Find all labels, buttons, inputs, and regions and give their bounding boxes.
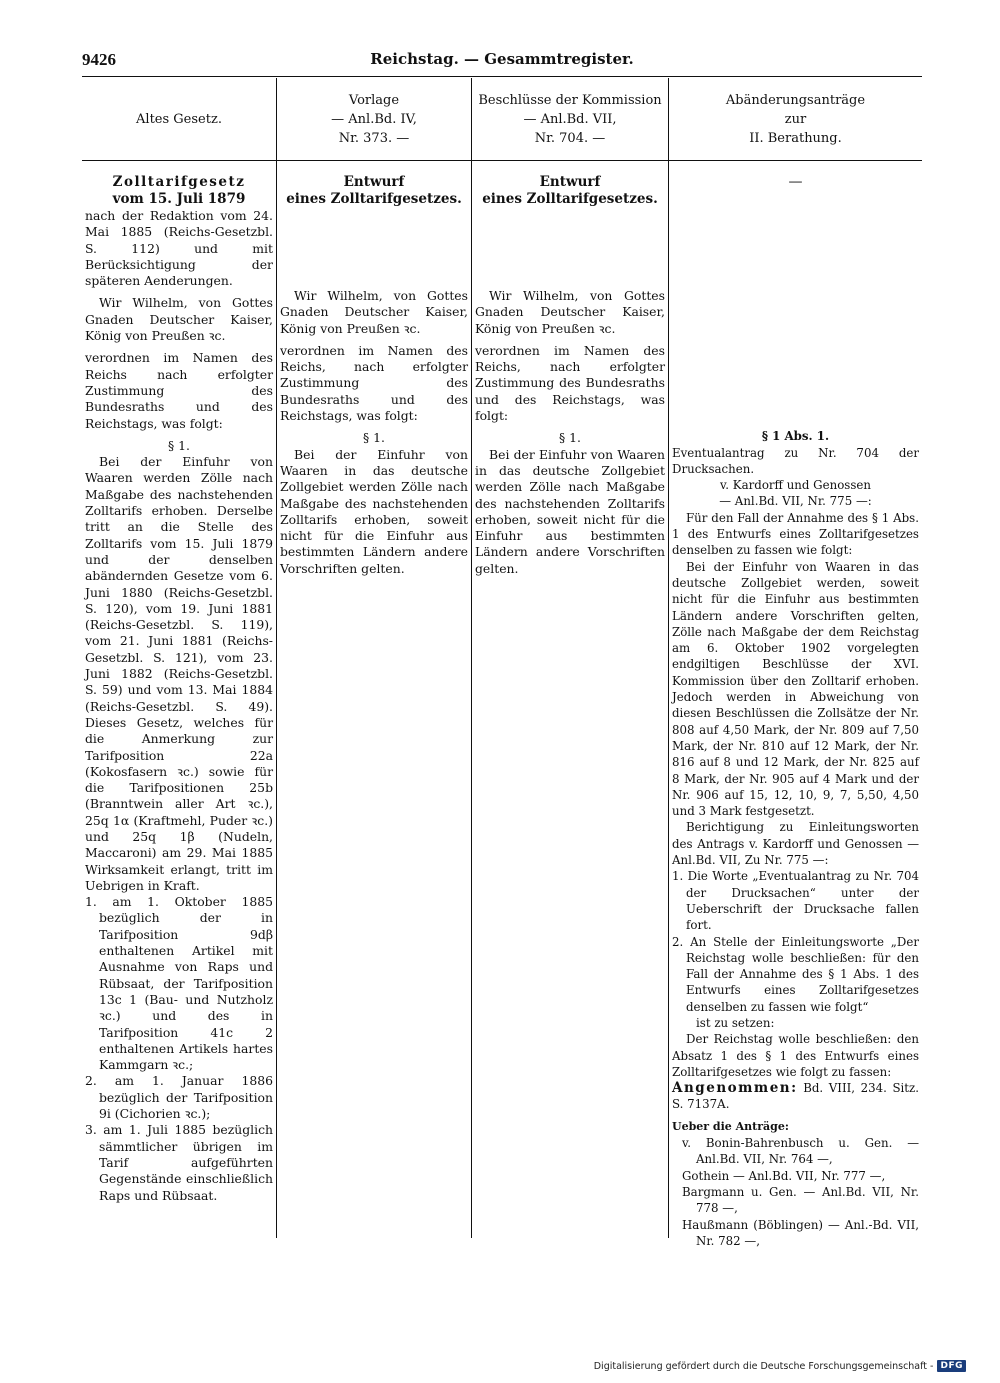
accepted-label: Angenommen: [672, 1080, 798, 1097]
amendment-reference: — Anl.Bd. VII, Nr. 775 —: [719, 494, 872, 509]
motion-item: Gothein — Anl.Bd. VII, Nr. 777 —, [682, 1168, 886, 1183]
footer [594, 1360, 966, 1372]
amendment-text: Bei der Einfuhr von Waaren in das deutsche Zollgebiet werden, soweit nicht für die Einfuhr aus bestimmten Ländern andere Vorschriften gelten, Zölle nach Maßgabe der dem Reichstag am 6. Oktober 1902 vorgelegten endgiltigen Beschlüsse der XVI. Kommission über den Zolltarif erhoben. Jedoch werden in Abweichung von diesen Beschlüssen die Zollsätze der Nr. 808 auf 4,50 Mark, der Nr. 809 auf 7,50 Mark, der Nr. 810 auf 12 Mark, der Nr. 816 auf 8 und 12 Mark, der Nr. 825 auf 8 Mark, der Nr. 905 auf 4 Mark und der Nr. 906 auf 15, 12, 10, 9, 7, 5,50, 4,50 und 3 Mark festgesetzt. [672, 559, 919, 819]
section-heading: § 1. [363, 430, 385, 446]
column-body [475, 174, 665, 577]
list-item: 1. Die Worte „Eventualantrag zu Nr. 704 der Drucksachen“ unter der Ueberschrift der Drucksache fallen fort. [672, 869, 919, 933]
draft-title-line: Entwurf [539, 174, 601, 190]
page-number: 9426 [82, 50, 116, 69]
column-commission [472, 78, 668, 1238]
motion-item: v. Bonin-Bahrenbusch u. Gen. — Anl.Bd. VII, Nr. 764 —, [682, 1136, 919, 1167]
column-head [472, 78, 668, 160]
columns-table [82, 78, 922, 1248]
motions-label: Ueber die Anträge: [672, 1119, 789, 1133]
list-item: 2. An Stelle der Einleitungsworte „Der Reichstag wolle beschließen: für den Fall der Annahme des § 1 Abs. 1 des Entwurfs eines Zolltarifgesetzes denselben zu fassen wie folgt“ [672, 934, 919, 1014]
preamble-ruler: Wir Wilhelm, von Gottes Gnaden Deutscher Kaiser, König von Preußen ꝛc. [475, 288, 665, 336]
draft-title [475, 174, 665, 208]
preamble-ruler: Wir Wilhelm, von Gottes Gnaden Deutscher Kaiser, König von Preußen ꝛc. [85, 295, 273, 344]
motion-item: Haußmann (Böblingen) — Anl.-Bd. VII, Nr. 782 —, [682, 1217, 919, 1248]
draft-title-line: eines Zolltarifgesetzes. [482, 191, 658, 207]
column-head-line: Altes Gesetz. [136, 111, 222, 127]
column-head-line: II. Berathung. [749, 130, 842, 146]
section-heading: § 1. [168, 437, 190, 453]
list-item: 3. am 1. Juli 1885 bezüglich sämmtlicher übrigen im Tarif aufgeführten Gegenstände einschließlich Raps und Rübsaat. [85, 1122, 273, 1203]
motion-item: Bargmann u. Gen. — Anl.Bd. VII, Nr. 778 —, [682, 1184, 919, 1216]
empty-dash: — [788, 174, 803, 190]
column-amendments [669, 78, 922, 1248]
preamble-enactment: verordnen im Namen des Reichs nach erfolgter Zustimmung des Bundesraths und des Reichstags, was folgt: [85, 350, 273, 431]
column-head-line: — Anl.Bd. VII, [523, 111, 617, 127]
footer-credit: Digitalisierung gefördert durch die Deutsche Forschungsgemeinschaft - [593, 1360, 934, 1372]
column-body [85, 174, 273, 1204]
section-heading: § 1 Abs. 1. [761, 429, 830, 444]
amendment-title: Eventualantrag zu Nr. 704 der Drucksachen. [672, 445, 919, 476]
section-body: Bei der Einfuhr von Waaren werden Zölle nach Maßgabe des nachstehenden Zolltarifs erhoben. Derselbe tritt an die Stelle des Zolltarifs vom 15. Juli 1879 und der denselben abändernden Gesetze vom 6. Juni 1880 (Reichs-Gesetzbl. S. 120), vom 19. Juni 1881 (Reichs-Gesetzbl. S. 119), vom 21. Juni 1881 (Reichs-Gesetzbl. S. 121), vom 23. Juni 1882 (Reichs-Gesetzbl. S. 59) und vom 13. Mai 1884 (Reichs-Gesetzbl. S. 49). Dieses Gesetz, welches für die Anmerkung zur Tarifposition 22a (Kokosfasern ꝛc.) sowie für die Tarifpositionen 25b (Branntwein aller Art ꝛc.), 25q 1α (Kraftmehl, Puder ꝛc.) und 25q 1β (Nudeln, Maccaroni) am 29. Mai 1885 Wirksamkeit erlangt, tritt im Uebrigen in Kraft. [85, 454, 273, 893]
dfg-logo: DFG [937, 1360, 966, 1372]
running-title: Reichstag. — Gesammtregister. [370, 50, 634, 68]
page-header [82, 50, 922, 76]
accepted-reference: Bd. VIII, 234. Sitz. S. 7137A. [672, 1081, 920, 1112]
column-head [669, 78, 922, 160]
amendment-text: Der Reichstag wolle beschließen: den Absatz 1 des § 1 des Entwurfs eines Zolltarifgesetzes wie folgt zu fassen: [672, 1032, 919, 1079]
column-head-line: Vorlage [348, 92, 400, 108]
accepted-note [672, 1080, 919, 1113]
column-head-line: — Anl.Bd. IV, [331, 111, 417, 127]
column-head-line: Beschlüsse der Kommission [478, 92, 662, 108]
law-intro: nach der Redaktion vom 24. Mai 1885 (Reichs-Gesetzbl. S. 112) und mit Berücksichtigung der späteren Aenderungen. [85, 208, 273, 289]
preamble-enactment: verordnen im Namen des Reichs, nach erfolgter Zustimmung des Bundesraths und des Reichstags, was folgt: [475, 342, 665, 424]
draft-title [280, 174, 468, 208]
law-title-line: Zolltarifgesetz [112, 174, 246, 190]
section-body: Bei der Einfuhr von Waaren in das deutsche Zollgebiet werden Zölle nach Maßgabe des nachstehenden Zolltarifs erhoben, soweit nicht für die Einfuhr aus bestimmten Ländern andere Vorschriften gelten. [280, 446, 468, 576]
amendment-text: Für den Fall der Annahme des § 1 Abs. 1 des Entwurfs eines Zolltarifgesetzes denselben zu fassen wie folgt: [672, 510, 919, 558]
column-head [277, 78, 471, 160]
column-head [82, 78, 276, 160]
column-body [672, 174, 919, 1249]
preamble-ruler: Wir Wilhelm, von Gottes Gnaden Deutscher Kaiser, König von Preußen ꝛc. [280, 288, 468, 336]
list-item: 1. am 1. Oktober 1885 bezüglich der in Tarifposition 9dβ enthaltenen Artikel mit Ausnahme von Raps und Rübsaat, der Tarifposition 13c 1 (Bau- und Nutzholz ꝛc.) und des in Tarifposition 41c 2 enthaltenen Artikels hartes Kammgarn ꝛc.; [85, 894, 273, 1073]
amendment-authors: v. Kardorff und Genossen [720, 478, 871, 493]
column-body [280, 174, 468, 577]
law-title [85, 174, 273, 208]
column-head-line: zur [784, 111, 807, 127]
column-head-line: Nr. 373. — [338, 130, 410, 146]
column-head-line: Abänderungsanträge [725, 92, 866, 108]
amendment-text: ist zu setzen: [696, 1015, 775, 1030]
preamble-enactment: verordnen im Namen des Reichs, nach erfolgter Zustimmung des Bundesraths und des Reichstags, was folgt: [280, 342, 468, 424]
section-heading: § 1. [559, 430, 581, 446]
column-draft [277, 78, 471, 1238]
draft-title-line: Entwurf [343, 174, 405, 190]
header-rule [82, 76, 922, 77]
section-body: Bei der Einfuhr von Waaren in das deutsche Zollgebiet werden Zölle nach Maßgabe des nachstehenden Zolltarifs erhoben, soweit nicht für die Einfuhr aus bestimmten Ländern andere Vorschriften gelten. [475, 446, 665, 576]
law-title-line: vom 15. Juli 1879 [112, 191, 246, 207]
draft-title-line: eines Zolltarifgesetzes. [286, 191, 462, 207]
column-old-law [82, 78, 276, 1238]
correction-text: Berichtigung zu Einleitungsworten des Antrags v. Kardorff und Genossen — Anl.Bd. VII, Zu Nr. 775 —: [672, 820, 919, 868]
list-item: 2. am 1. Januar 1886 bezüglich der Tarifposition 9i (Cichorien ꝛc.); [85, 1073, 273, 1122]
column-head-line: Nr. 704. — [534, 130, 606, 146]
